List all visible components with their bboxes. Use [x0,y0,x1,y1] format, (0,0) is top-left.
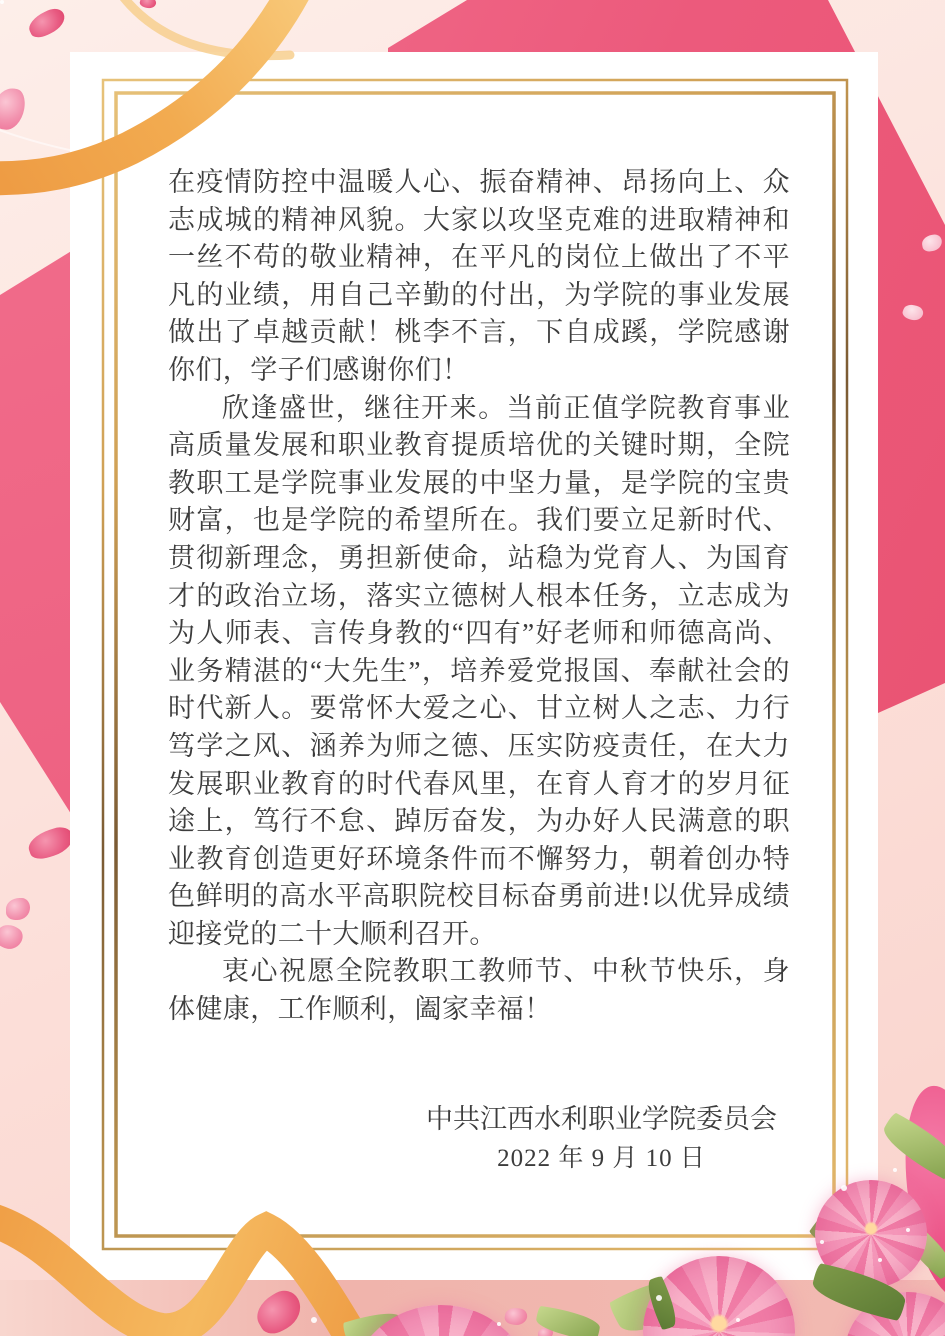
letter-paragraph: 在疫情防控中温暖人心、振奋精神、昂扬向上、众志成城的精神风貌。大家以攻坚克难的进取精神和一丝不苟的敬业精神，在平凡的岗位上做出了不平凡的业绩，用自己辛勤的付出，为学院的事业发展做出了卓越贡献！桃李不言，下自成蹊，学院感谢你们，学子们感谢你们！ [168,167,790,385]
letter-paragraph: 衷心祝愿全院教职工教师节、中秋节快乐，身体健康，工作顺利，阖家幸福！ [168,956,790,1025]
letter-card [70,52,878,1280]
letter-paragraph: 欣逢盛世，继往开来。当前正值学院教育事业高质量发展和职业教育提质培优的关键时期，全院教职工是学院事业发展的中坚力量，是学院的宝贵财富，也是学院的希望所在。我们要立足新时代、贯彻新理念，勇担新使命，站稳为党育人、为国育才的政治立场，落实立德树人根本任务，立志成为为人师表、言传身教的“四有”好老师和师德高尚、业务精湛的“大先生”，培养爱党报国、奉献社会的时代新人。要常怀大爱之心、甘立树人之志、力行笃学之风、涵养为师之德、压实防疫责任，在大力发展职业教育的时代春风里，在育人育才的岁月征途上，笃行不怠、踔厉奋发，为办好人民满意的职业教育创造更好环境条件而不懈努力，朝着创办特色鲜明的高水平高职院校目标奋勇前进!以优异成绩迎接党的二十大顺利召开。 [168,392,790,949]
letter-body [168,164,790,1179]
signature-date: 2022 年 9 月 10 日 [497,1144,706,1172]
sparkle-dots [0,0,4,4]
signature-org: 中共江西水利职业学院委员会 [426,1103,777,1134]
signature-block [168,1099,790,1179]
